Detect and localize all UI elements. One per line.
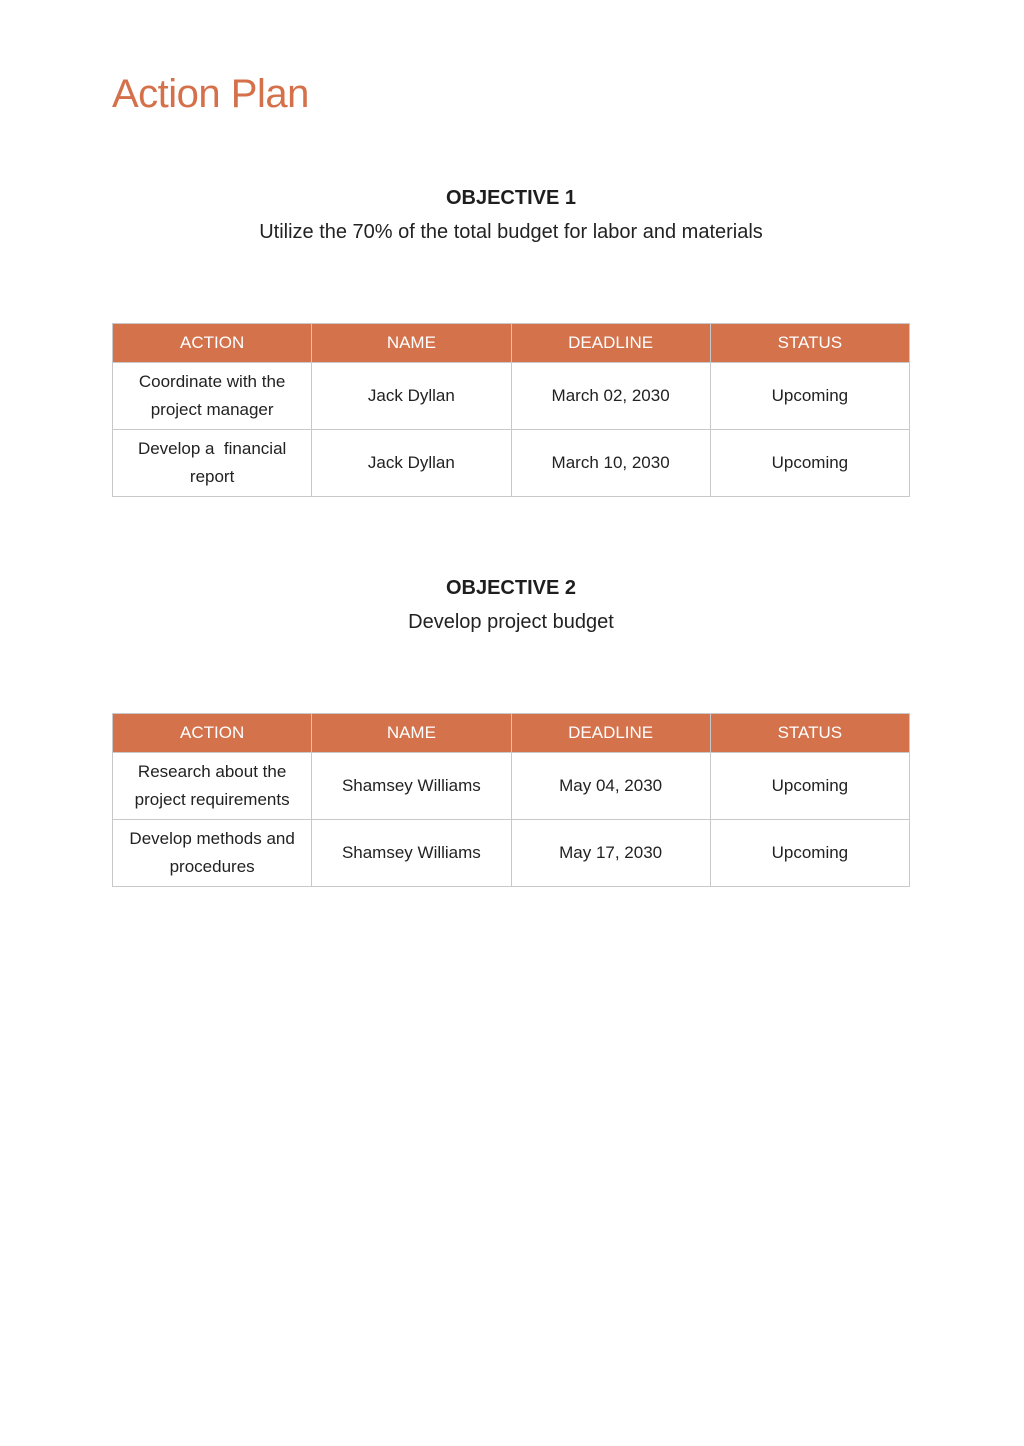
status-cell: Upcoming bbox=[710, 363, 909, 430]
name-cell: Shamsey Williams bbox=[312, 820, 511, 887]
column-header-name: NAME bbox=[312, 324, 511, 363]
objective-description: Develop project budget bbox=[408, 611, 614, 633]
name-cell: Shamsey Williams bbox=[312, 753, 511, 820]
objective-1-section bbox=[112, 184, 910, 246]
page-title: Action Plan bbox=[112, 72, 309, 116]
action-cell: Coordinate with the project manager bbox=[113, 363, 312, 430]
table-header-row bbox=[113, 714, 910, 753]
column-header-action: ACTION bbox=[113, 324, 312, 363]
deadline-cell: March 10, 2030 bbox=[511, 430, 710, 497]
column-header-name: NAME bbox=[312, 714, 511, 753]
name-cell: Jack Dyllan bbox=[312, 363, 511, 430]
objective-heading: OBJECTIVE 1 bbox=[445, 187, 577, 209]
action-cell: Develop a financial report bbox=[113, 430, 312, 497]
status-cell: Upcoming bbox=[710, 430, 909, 497]
column-header-action: ACTION bbox=[113, 714, 312, 753]
column-header-status: STATUS bbox=[710, 324, 909, 363]
action-cell: Research about the project requirements bbox=[113, 753, 312, 820]
objective-2-section bbox=[112, 574, 910, 636]
table-row bbox=[113, 753, 910, 820]
table-row bbox=[113, 430, 910, 497]
objective-description: Utilize the 70% of the total budget for labor and materials bbox=[259, 221, 763, 243]
objective-heading: OBJECTIVE 2 bbox=[445, 577, 577, 599]
status-cell: Upcoming bbox=[710, 753, 909, 820]
column-header-deadline: DEADLINE bbox=[511, 324, 710, 363]
table-row bbox=[113, 820, 910, 887]
objective-1-table bbox=[112, 323, 910, 497]
table-header-row bbox=[113, 324, 910, 363]
deadline-cell: March 02, 2030 bbox=[511, 363, 710, 430]
deadline-cell: May 17, 2030 bbox=[511, 820, 710, 887]
deadline-cell: May 04, 2030 bbox=[511, 753, 710, 820]
column-header-deadline: DEADLINE bbox=[511, 714, 710, 753]
status-cell: Upcoming bbox=[710, 820, 909, 887]
table-row bbox=[113, 363, 910, 430]
action-cell: Develop methods and procedures bbox=[113, 820, 312, 887]
objective-2-table bbox=[112, 713, 910, 887]
name-cell: Jack Dyllan bbox=[312, 430, 511, 497]
column-header-status: STATUS bbox=[710, 714, 909, 753]
